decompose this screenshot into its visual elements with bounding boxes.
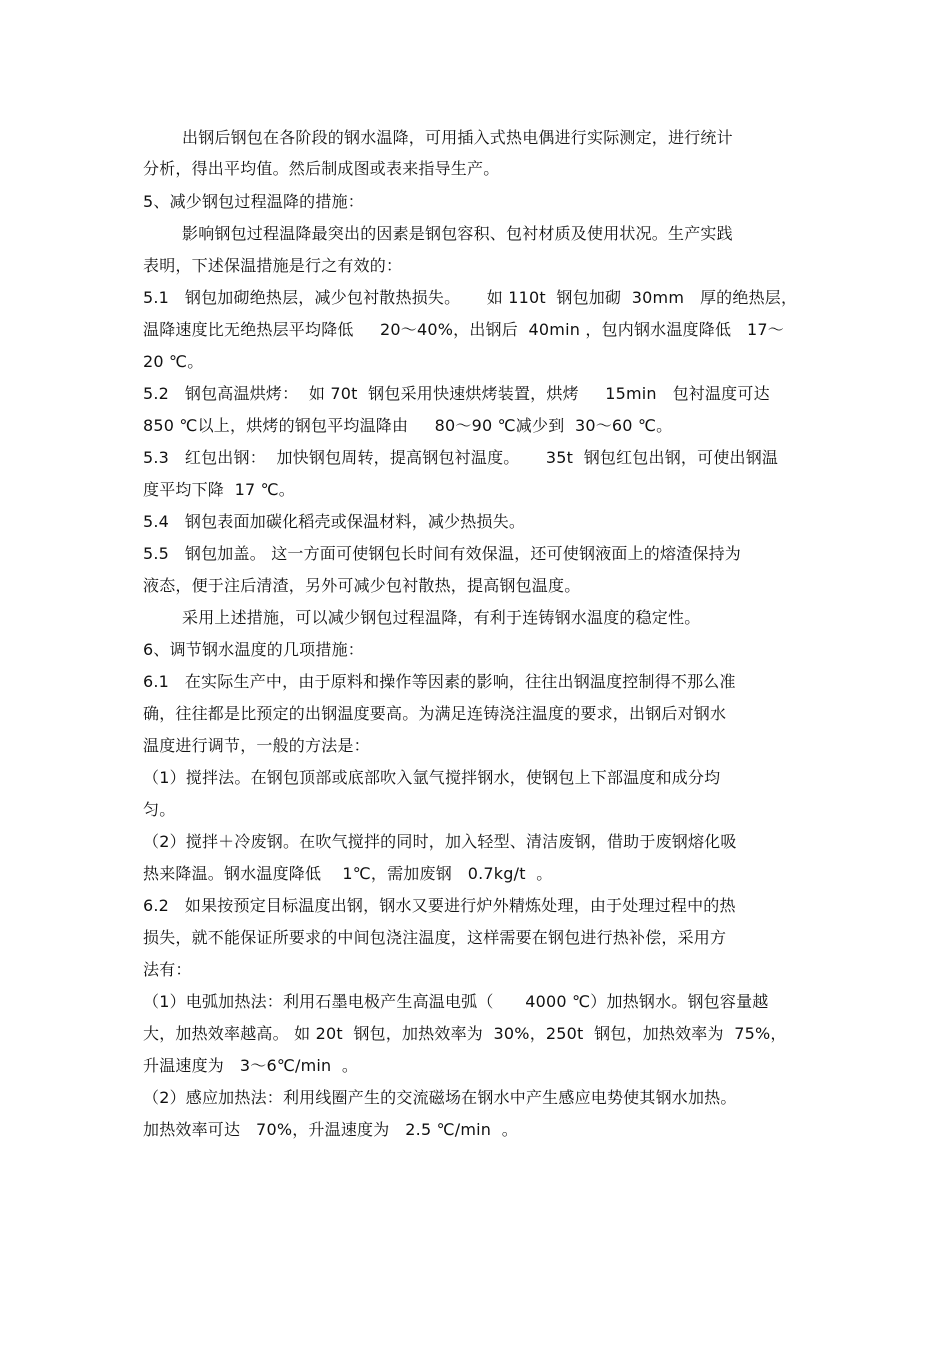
text-line: （1）电弧加热法：利用石墨电极产生高温电弧（ 4000 ℃）加热钢水。钢包容量越 xyxy=(143,992,769,1011)
text-line: 5.5 钢包加盖。 这一方面可使钢包长时间有效保温，还可使钢液面上的熔渣保持为 xyxy=(143,544,741,563)
text-line: 5.2 钢包高温烘烤： 如 70t 钢包采用快速烘烤装置，烘烤 15min 包衬温度可达 xyxy=(143,384,770,403)
text-line: 6.1 在实际生产中，由于原料和操作等因素的影响，往往出钢温度控制得不那么准 xyxy=(143,672,736,691)
section-heading: 5、减少钢包过程温降的措施： xyxy=(143,192,364,211)
text-line: 表明，下述保温措施是行之有效的： xyxy=(143,256,403,275)
text-line: 大，加热效率越高。 如 20t 钢包，加热效率为 30%，250t 钢包，加热效率为 75%， xyxy=(143,1024,787,1043)
text-line: 加热效率可达 70%，升温速度为 2.5 ℃/min 。 xyxy=(143,1120,518,1139)
text-line: 匀。 xyxy=(143,800,176,819)
text-line: 20 ℃。 xyxy=(143,352,204,371)
text-line: 影响钢包过程温降最突出的因素是钢包容积、包衬材质及使用状况。生产实践 xyxy=(182,224,733,243)
text-line: 升温速度为 3～6℃/min 。 xyxy=(143,1056,359,1075)
text-line: （2）搅拌＋冷废钢。在吹气搅拌的同时，加入轻型、清洁废钢，借助于废钢熔化吸 xyxy=(143,832,737,851)
text-line: 度平均下降 17 ℃。 xyxy=(143,480,295,499)
text-line: 5.3 红包出钢： 加快钢包周转，提高钢包衬温度。 35t 钢包红包出钢，可使出钢温 xyxy=(143,448,779,467)
text-line: （1）搅拌法。在钢包顶部或底部吹入氩气搅拌钢水，使钢包上下部温度和成分均 xyxy=(143,768,721,787)
text-line: 法有： xyxy=(143,960,192,979)
text-line: 5.1 钢包加砌绝热层，减少包衬散热损失。 如 110t 钢包加砌 30mm 厚的绝热层， xyxy=(143,288,798,307)
text-line: 5.4 钢包表面加碳化稻壳或保温材料，减少热损失。 xyxy=(143,512,526,531)
text-line: 损失，就不能保证所要求的中间包浇注温度，这样需要在钢包进行热补偿，采用方 xyxy=(143,928,727,947)
text-line: （2）感应加热法：利用线圈产生的交流磁场在钢水中产生感应电势使其钢水加热。 xyxy=(143,1088,737,1107)
text-line: 850 ℃以上，烘烤的钢包平均温降由 80～90 ℃减少到 30～60 ℃。 xyxy=(143,416,673,435)
text-line: 温降速度比无绝热层平均降低 20～40%，出钢后 40min ，包内钢水温度降低 17～ xyxy=(143,320,784,339)
text-line: 温度进行调节，一般的方法是： xyxy=(143,736,370,755)
text-line: 确，往往都是比预定的出钢温度要高。为满足连铸浇注温度的要求，出钢后对钢水 xyxy=(143,704,727,723)
text-line: 出钢后钢包在各阶段的钢水温降，可用插入式热电偶进行实际测定，进行统计 xyxy=(182,128,733,147)
text-line: 6.2 如果按预定目标温度出钢，钢水又要进行炉外精炼处理，由于处理过程中的热 xyxy=(143,896,736,915)
text-line: 采用上述措施，可以减少钢包过程温降，有利于连铸钢水温度的稳定性。 xyxy=(182,608,701,627)
text-line: 分析，得出平均值。然后制成图或表来指导生产。 xyxy=(143,159,500,178)
text-line: 热来降温。钢水温度降低 1℃，需加废钢 0.7kg/t 。 xyxy=(143,864,553,883)
text-line: 液态，便于注后清渣，另外可减少包衬散热，提高钢包温度。 xyxy=(143,576,581,595)
section-heading: 6、调节钢水温度的几项措施： xyxy=(143,640,364,659)
